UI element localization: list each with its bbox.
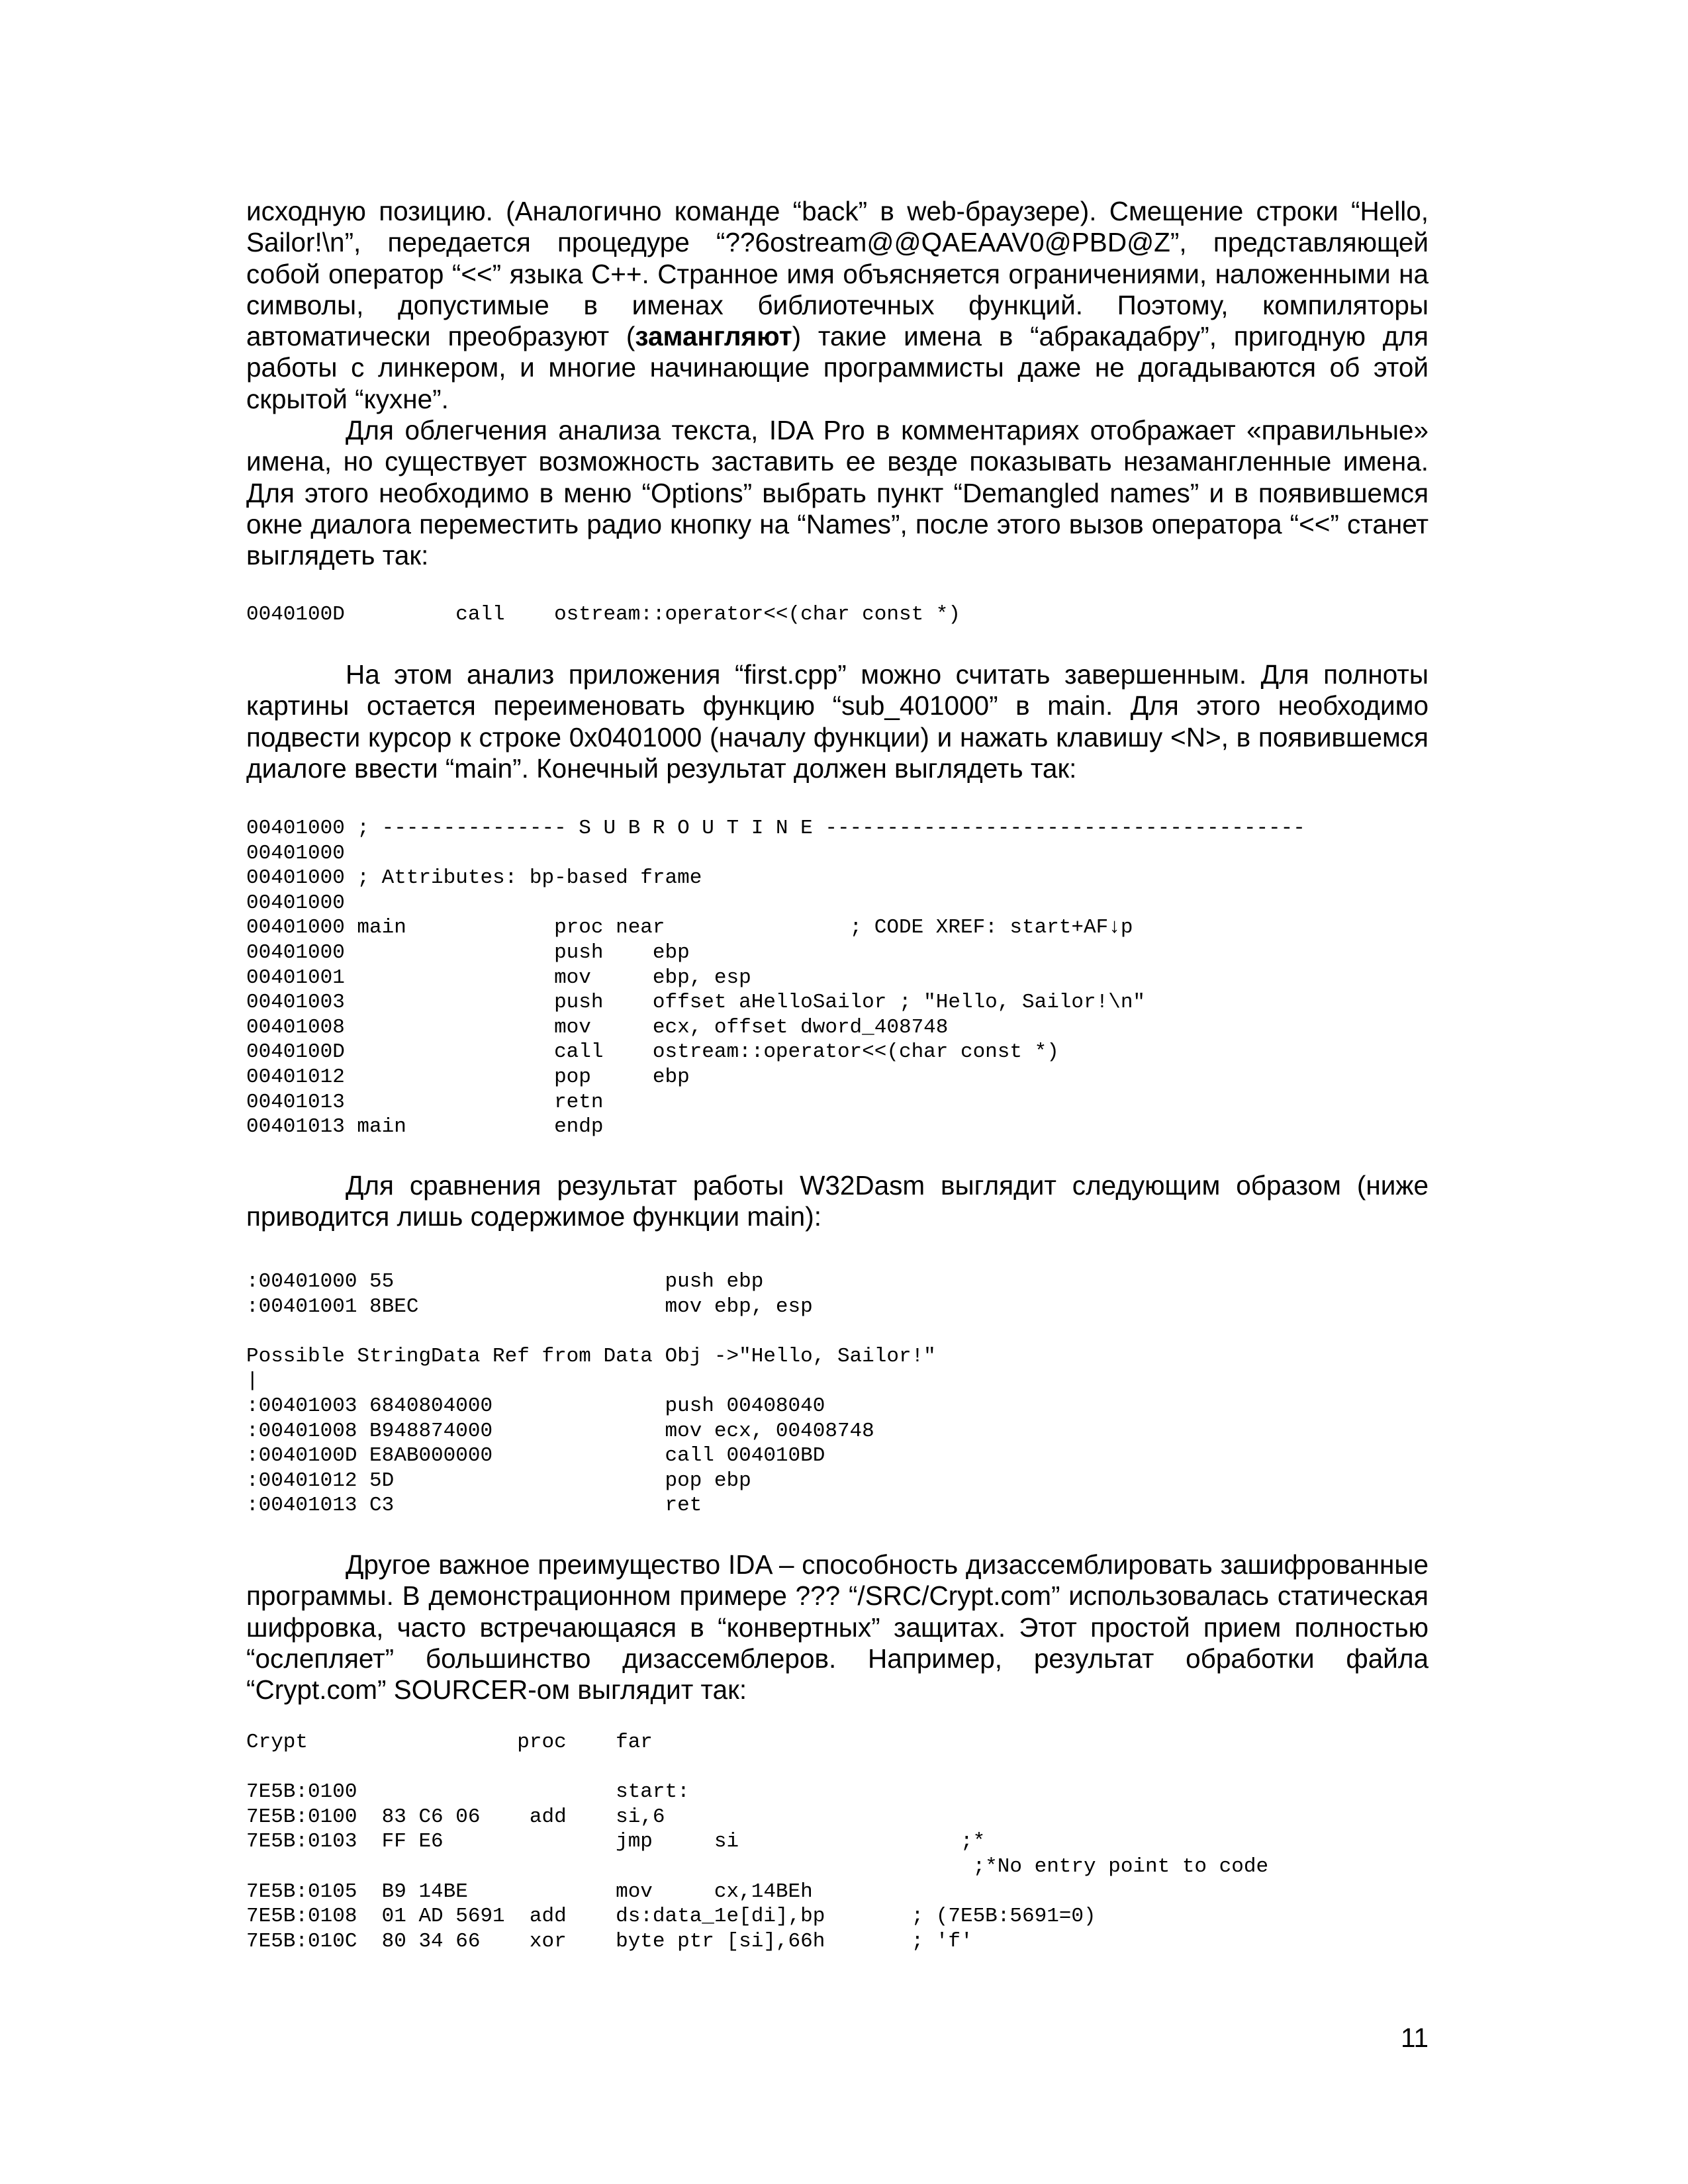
code-line-text: 0040100D call ostream::operator<<(char const *)	[246, 603, 961, 626]
code-line-text: 7E5B:0108 01 AD 5691 add ds:data_1e[di],bp ; (7E5B:5691=0)	[246, 1905, 1096, 1929]
paragraph-5	[246, 1549, 1429, 1706]
code-line-text: 00401000 main proc near ; CODE XREF: start+AF↓p	[246, 916, 1133, 940]
code-line	[246, 1904, 1268, 1929]
paragraph-3-text: На этом анализ приложения “first.cpp” можно считать завершенным. Для полноты картины остается переименовать функцию “sub_401000” в main. Для этого необходимо подвести курсор к строке 0x0401000 (началу функции) и нажать клавишу <N>, в появившемся диалоге ввести “main”. Конечный результат должен выглядеть так:	[246, 659, 1429, 784]
code-block-w32dasm-listing	[246, 1269, 936, 1518]
code-line	[246, 1369, 936, 1394]
code-line	[246, 891, 1305, 916]
code-line-text: 7E5B:0100 83 C6 06 add si,6	[246, 1805, 665, 1829]
code-line	[246, 1269, 936, 1295]
code-line	[246, 1040, 1305, 1065]
code-line-text: :00401008 B948874000 mov ecx, 00408748	[246, 1419, 874, 1443]
code-line	[246, 1493, 936, 1518]
code-line-text: 00401000 ; Attributes: bp-based frame	[246, 866, 702, 890]
paragraph-5-text: Другое важное преимущество IDA – способность дизассемблировать зашифрованные программы. В демонстрационном примере ??? “/SRC/Crypt.com” использовалась статическая шифровка, часто встречающаяся в “конвертных” защитах. Этот простой прием полностью “ослепляет” большинство дизассемблеров. Например, результат обработки файла “Crypt.com” SOURCER-ом выглядит так:	[246, 1549, 1429, 1706]
code-line-text: 7E5B:0105 B9 14BE mov cx,14BEh	[246, 1880, 813, 1903]
code-line-text: 00401013 main endp	[246, 1115, 604, 1139]
code-line	[246, 816, 1305, 841]
paragraph-2	[246, 415, 1429, 571]
code-line	[246, 1780, 1268, 1805]
paragraph-1-text-end: ) такие имена в “абракадабру”, пригодную для работы с линкером, и многие начинающие программисты даже не догадываются об этой скрытой “кухне”.	[246, 321, 1429, 414]
paragraph-4-text: Для сравнения результат работы W32Dasm выглядит следующим образом (ниже приводится лишь содержимое функции main):	[246, 1170, 1429, 1232]
paragraph-2-text: Для облегчения анализа текста, IDA Pro в комментариях отображает «правильные» имена, но существует возможность заставить ее везде показывать незамангленные имена. Для этого необходимо в меню “Options” выбрать пункт “Demangled names” и в появившемся окне диалога переместить радио кнопку на “Names”, после этого вызов оператора “<<” станет выглядеть так:	[246, 415, 1429, 571]
code-line-text: 00401000 push ebp	[246, 940, 690, 964]
code-line-text: :00401000 55 push ebp	[246, 1270, 764, 1293]
code-line-text: :00401003 6840804000 push 00408040	[246, 1394, 825, 1418]
paragraph-1	[246, 196, 1429, 415]
code-block-ida-listing	[246, 816, 1305, 1140]
code-line-text: 0040100D call ostream::operator<<(char const *)	[246, 1040, 1059, 1064]
code-block-sourcer-listing	[246, 1730, 1268, 1954]
code-line-text: 00401000 ; --------------- S U B R O U T I N E ---------------------------------------	[246, 817, 1305, 840]
code-line-text: Crypt proc far	[246, 1731, 653, 1754]
code-line-text: :0040100D E8AB000000 call 004010BD	[246, 1444, 825, 1468]
code-line-text: 00401001 mov ebp, esp	[246, 966, 751, 989]
code-line-text: :00401012 5D pop ebp	[246, 1469, 751, 1492]
code-line	[246, 966, 1305, 991]
paragraph-4	[246, 1170, 1429, 1233]
code-line	[246, 841, 1305, 866]
code-line	[246, 1394, 936, 1419]
code-line	[246, 1469, 936, 1494]
code-line-text: 00401008 mov ecx, offset dword_408748	[246, 1015, 949, 1039]
code-line-text: Possible StringData Ref from Data Obj ->"Hello, Sailor!"	[246, 1344, 936, 1368]
code-line	[246, 990, 1305, 1015]
bold-term: замангляют	[635, 321, 792, 352]
code-line	[246, 602, 961, 627]
code-line	[246, 1880, 1268, 1905]
code-line	[246, 1065, 1305, 1090]
code-line-text: 7E5B:0100 start:	[246, 1780, 690, 1804]
paragraph-1-text: исходную позицию. (Аналогично команде “back” в web-браузере). Смещение строки “Hello, Sailor!\n”, передается процедуре “??6ostream@@QAEAAV0@PBD@Z”, представляющей собой оператор “<<” языка C++. Странное имя объясняется ограничениями, наложенными на символы, допустимые в именах библиотечных функций. Поэтому, компиляторы автоматически преобразуют (	[246, 196, 1429, 352]
code-line	[246, 1929, 1268, 1954]
code-line	[246, 1295, 936, 1320]
code-line	[246, 915, 1305, 940]
code-line	[246, 866, 1305, 891]
code-line	[246, 1344, 936, 1369]
code-line-text: 00401000	[246, 891, 345, 915]
code-line	[246, 1755, 1268, 1780]
code-line	[246, 1854, 1268, 1880]
code-line	[246, 940, 1305, 966]
code-line-text: 00401012 pop ebp	[246, 1065, 690, 1089]
page-number: 11	[1401, 2023, 1429, 2053]
code-line-text: 7E5B:010C 80 34 66 xor byte ptr [si],66h ; 'f'	[246, 1929, 973, 1953]
code-line	[246, 1319, 936, 1344]
code-line	[246, 1730, 1268, 1755]
code-line	[246, 1829, 1268, 1854]
code-line-text: :00401013 C3 ret	[246, 1494, 702, 1518]
code-line-text: :00401001 8BEC mov ebp, esp	[246, 1295, 813, 1318]
code-line-text: ;*No entry point to code	[246, 1854, 1269, 1878]
paragraph-3	[246, 659, 1429, 784]
code-line	[246, 1115, 1305, 1140]
code-line	[246, 1419, 936, 1444]
code-line-text: 00401013 retn	[246, 1090, 604, 1114]
code-line-text: 00401003 push offset aHelloSailor ; "Hello, Sailor!\n"	[246, 991, 1146, 1015]
code-line	[246, 1805, 1268, 1830]
code-line	[246, 1443, 936, 1469]
code-line-text: |	[246, 1369, 259, 1393]
code-line-text: 7E5B:0103 FF E6 jmp si ;*	[246, 1830, 986, 1854]
code-line-text: 00401000	[246, 841, 345, 865]
code-block-operator-call	[246, 602, 961, 627]
code-line	[246, 1090, 1305, 1115]
code-line	[246, 1015, 1305, 1040]
